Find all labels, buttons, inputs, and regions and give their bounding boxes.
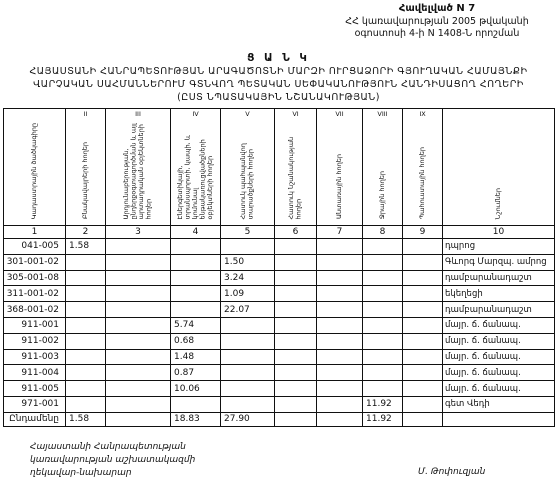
column-header	[317, 119, 363, 226]
roman-cell: II	[66, 109, 106, 119]
table-row	[4, 286, 555, 302]
table-row	[4, 270, 555, 286]
area-cell	[171, 302, 221, 318]
note-cell: եկեղեցի	[443, 286, 555, 302]
table-row	[4, 302, 555, 318]
roman-cell: VI	[275, 109, 317, 119]
title-line-1: ՀԱՅԱՍՏԱՆԻ ՀԱՆՐԱՊԵՏՈՒԹՅԱՆ ԱՐԱԳԱԾՈՏՆԻ ՄԱՐԶԻ ՈՒՐՑԱՁՈՐԻ ԳՅՈՒՂԱԿԱՆ ՀԱՄԱՅՆՔԻ	[29, 66, 528, 77]
area-cell	[403, 381, 443, 397]
area-cell	[275, 349, 317, 365]
column-number: 5	[221, 226, 275, 239]
area-cell	[275, 254, 317, 270]
area-cell	[403, 302, 443, 318]
area-cell	[363, 239, 403, 255]
column-number: 7	[317, 226, 363, 239]
table-row	[4, 396, 555, 412]
area-cell	[317, 317, 363, 333]
column-number: 1	[4, 226, 66, 239]
roman-cell: III	[106, 109, 171, 119]
cadastral-code-cell: 305-001-08	[4, 270, 66, 286]
signature-line-3: ղեկավար-նախարար	[30, 468, 132, 478]
column-header	[171, 119, 221, 226]
area-cell	[106, 381, 171, 397]
header-text: Կադաստրային ծածկագիրը	[29, 122, 38, 219]
note-cell: դպրոց	[443, 239, 555, 255]
area-cell	[106, 317, 171, 333]
area-cell: 10.06	[171, 381, 221, 397]
area-cell	[275, 302, 317, 318]
total-cell: 27.90	[221, 412, 275, 426]
roman-cell: VIII	[363, 109, 403, 119]
area-cell: 1.58	[66, 239, 106, 255]
total-cell	[403, 412, 443, 426]
column-number: 3	[106, 226, 171, 239]
area-cell	[317, 270, 363, 286]
roman-cell	[443, 109, 555, 119]
total-cell	[106, 412, 171, 426]
area-cell	[275, 317, 317, 333]
area-cell: 1.50	[221, 254, 275, 270]
area-cell	[317, 254, 363, 270]
column-number: 10	[443, 226, 555, 239]
roman-numeral-row	[4, 109, 555, 119]
area-cell	[66, 396, 106, 412]
area-cell	[66, 302, 106, 318]
total-cell: 11.92	[363, 412, 403, 426]
cadastral-code-cell: 301-001-02	[4, 254, 66, 270]
area-cell	[66, 381, 106, 397]
land-table	[3, 108, 555, 427]
area-cell	[106, 396, 171, 412]
table-row	[4, 365, 555, 381]
table-row	[4, 254, 555, 270]
area-cell	[403, 349, 443, 365]
area-cell	[221, 396, 275, 412]
cadastral-code-cell: 911-003	[4, 349, 66, 365]
cadastral-code-cell: 971-001	[4, 396, 66, 412]
data-rows	[4, 239, 555, 413]
document-title	[0, 52, 557, 104]
cadastral-code-cell: 311-001-02	[4, 286, 66, 302]
area-cell: 5.74	[171, 317, 221, 333]
note-cell: մայր. ճ. ճանապ.	[443, 349, 555, 365]
column-number: 8	[363, 226, 403, 239]
annex-number: Հավելված N 7	[398, 3, 476, 14]
area-cell	[106, 349, 171, 365]
note-cell: դամբարանադաշտ	[443, 302, 555, 318]
area-cell	[403, 270, 443, 286]
header-text: Ջրային հողեր	[377, 170, 386, 219]
note-cell: դամբարանադաշտ	[443, 270, 555, 286]
column-header	[363, 119, 403, 226]
area-cell	[363, 349, 403, 365]
area-cell	[363, 302, 403, 318]
area-cell	[317, 239, 363, 255]
area-cell: 3.24	[221, 270, 275, 286]
header-text: Բնակավայրերի հողեր	[80, 141, 89, 219]
signature-block	[30, 441, 195, 480]
total-row	[4, 412, 555, 426]
area-cell: 11.92	[363, 396, 403, 412]
header-text: Էներգետիկայի, տրանսպորտի, կապի, և կոմունալ ենթակառուցվածքների օբյեկտների հողեր	[175, 134, 214, 219]
header-row	[4, 119, 555, 226]
area-cell	[403, 317, 443, 333]
area-cell	[171, 239, 221, 255]
header-text: Նշումներ	[493, 187, 502, 219]
area-cell	[221, 365, 275, 381]
cadastral-code-cell: 041-005	[4, 239, 66, 255]
header-text: Անտառային հողեր	[334, 154, 343, 219]
annex-date-line: օգոստոսի 4-ի N 1408-Ն որոշման	[354, 28, 520, 39]
area-cell	[403, 286, 443, 302]
area-cell	[363, 317, 403, 333]
header-text: Արդյունաբերության, ընդերքօգտագործման և այլ արտադրական օբյեկտների հողեր	[122, 122, 153, 219]
title-line-2: ՎԱՐՉԱԿԱՆ ՍԱՀՄԱՆՆԵՐՈՒՄ ԳՏՆՎՈՂ ՊԵՏԱԿԱՆ ՍԵՓԱԿԱՆՈՒԹՅՈՒՆ ՀԱՆԴԻՍԱՑՈՂ ՀՈՂԵՐԻ	[33, 79, 524, 90]
title-line-3: (ԸՍՏ ՆՊԱՏԱԿԱՅԻՆ ՆՇԱՆԱԿՈՒԹՅԱՆ)	[177, 92, 380, 103]
area-cell	[171, 254, 221, 270]
area-cell: 1.48	[171, 349, 221, 365]
area-cell	[66, 254, 106, 270]
column-number: 6	[275, 226, 317, 239]
column-header	[275, 119, 317, 226]
area-cell	[221, 349, 275, 365]
area-cell	[317, 381, 363, 397]
table-row	[4, 333, 555, 349]
area-cell	[403, 333, 443, 349]
total-cell	[317, 412, 363, 426]
column-header	[403, 119, 443, 226]
cadastral-code-cell: 911-004	[4, 365, 66, 381]
area-cell	[106, 270, 171, 286]
area-cell: 0.68	[171, 333, 221, 349]
column-number: 9	[403, 226, 443, 239]
area-cell	[317, 349, 363, 365]
header-text: Պահուստային հողեր	[417, 146, 426, 219]
area-cell	[171, 286, 221, 302]
roman-cell: IX	[403, 109, 443, 119]
column-header	[106, 119, 171, 226]
area-cell	[221, 333, 275, 349]
note-cell: մայր. ճ. ճանապ.	[443, 365, 555, 381]
area-cell	[275, 239, 317, 255]
note-cell: գետ Վեդի	[443, 396, 555, 412]
note-cell: մայր. ճ. ճանապ.	[443, 333, 555, 349]
table-row	[4, 349, 555, 365]
area-cell	[66, 286, 106, 302]
area-cell	[275, 381, 317, 397]
area-cell	[66, 270, 106, 286]
signatory-name: Մ. Թոփուզյան	[418, 467, 486, 477]
area-cell	[275, 396, 317, 412]
area-cell	[403, 365, 443, 381]
column-number: 2	[66, 226, 106, 239]
area-cell	[275, 333, 317, 349]
table-row	[4, 381, 555, 397]
column-header	[221, 119, 275, 226]
area-cell	[403, 254, 443, 270]
signature-line-2: կառավարության աշխատակազմի	[30, 455, 196, 465]
area-cell	[317, 333, 363, 349]
roman-cell: VII	[317, 109, 363, 119]
roman-cell: V	[221, 109, 275, 119]
column-header	[66, 119, 106, 226]
column-header	[4, 119, 66, 226]
area-cell	[66, 365, 106, 381]
note-cell: մայր. ճ. ճանապ.	[443, 381, 555, 397]
header-text: Հատուկ պահպանվող տարածքների հողեր	[239, 142, 255, 219]
area-cell	[317, 286, 363, 302]
header-text: Հատուկ նշանակության հողեր	[287, 136, 303, 219]
area-cell	[171, 270, 221, 286]
area-cell	[317, 396, 363, 412]
area-cell	[363, 381, 403, 397]
area-cell	[363, 254, 403, 270]
area-cell	[363, 333, 403, 349]
area-cell	[106, 239, 171, 255]
column-number: 4	[171, 226, 221, 239]
area-cell	[106, 365, 171, 381]
total-cell: 1.58	[66, 412, 106, 426]
area-cell	[275, 286, 317, 302]
area-cell	[363, 270, 403, 286]
area-cell	[403, 396, 443, 412]
area-cell	[66, 317, 106, 333]
area-cell	[106, 286, 171, 302]
roman-cell	[4, 109, 66, 119]
area-cell	[106, 302, 171, 318]
cadastral-code-cell: 911-001	[4, 317, 66, 333]
column-number-row	[4, 226, 555, 239]
total-cell	[275, 412, 317, 426]
title-list: Ց Ա Ն Կ	[247, 52, 310, 64]
signature-line-1: Հայաստանի Հանրապետության	[30, 442, 186, 452]
table-row	[4, 239, 555, 255]
area-cell	[275, 270, 317, 286]
total-cell: 18.83	[171, 412, 221, 426]
area-cell	[171, 396, 221, 412]
area-cell	[66, 333, 106, 349]
table-row	[4, 317, 555, 333]
annex-header	[337, 3, 537, 41]
cadastral-code-cell: 911-002	[4, 333, 66, 349]
area-cell: 1.09	[221, 286, 275, 302]
area-cell	[106, 333, 171, 349]
area-cell	[363, 365, 403, 381]
area-cell: 22.07	[221, 302, 275, 318]
area-cell	[317, 365, 363, 381]
roman-cell: IV	[171, 109, 221, 119]
area-cell	[275, 365, 317, 381]
area-cell	[221, 381, 275, 397]
note-cell: Գևորգ Մարզպ. ամրոց	[443, 254, 555, 270]
area-cell	[221, 239, 275, 255]
cadastral-code-cell: 368-001-02	[4, 302, 66, 318]
column-header	[443, 119, 555, 226]
area-cell	[66, 349, 106, 365]
area-cell: 0.87	[171, 365, 221, 381]
area-cell	[221, 317, 275, 333]
note-cell: մայր. ճ. ճանապ.	[443, 317, 555, 333]
cadastral-code-cell: 911-005	[4, 381, 66, 397]
annex-decree-line: ՀՀ կառավարության 2005 թվականի	[345, 15, 529, 27]
total-cell	[443, 412, 555, 426]
area-cell	[106, 254, 171, 270]
area-cell	[317, 302, 363, 318]
area-cell	[403, 239, 443, 255]
total-label: Ընդամենը	[4, 412, 66, 426]
area-cell	[363, 286, 403, 302]
